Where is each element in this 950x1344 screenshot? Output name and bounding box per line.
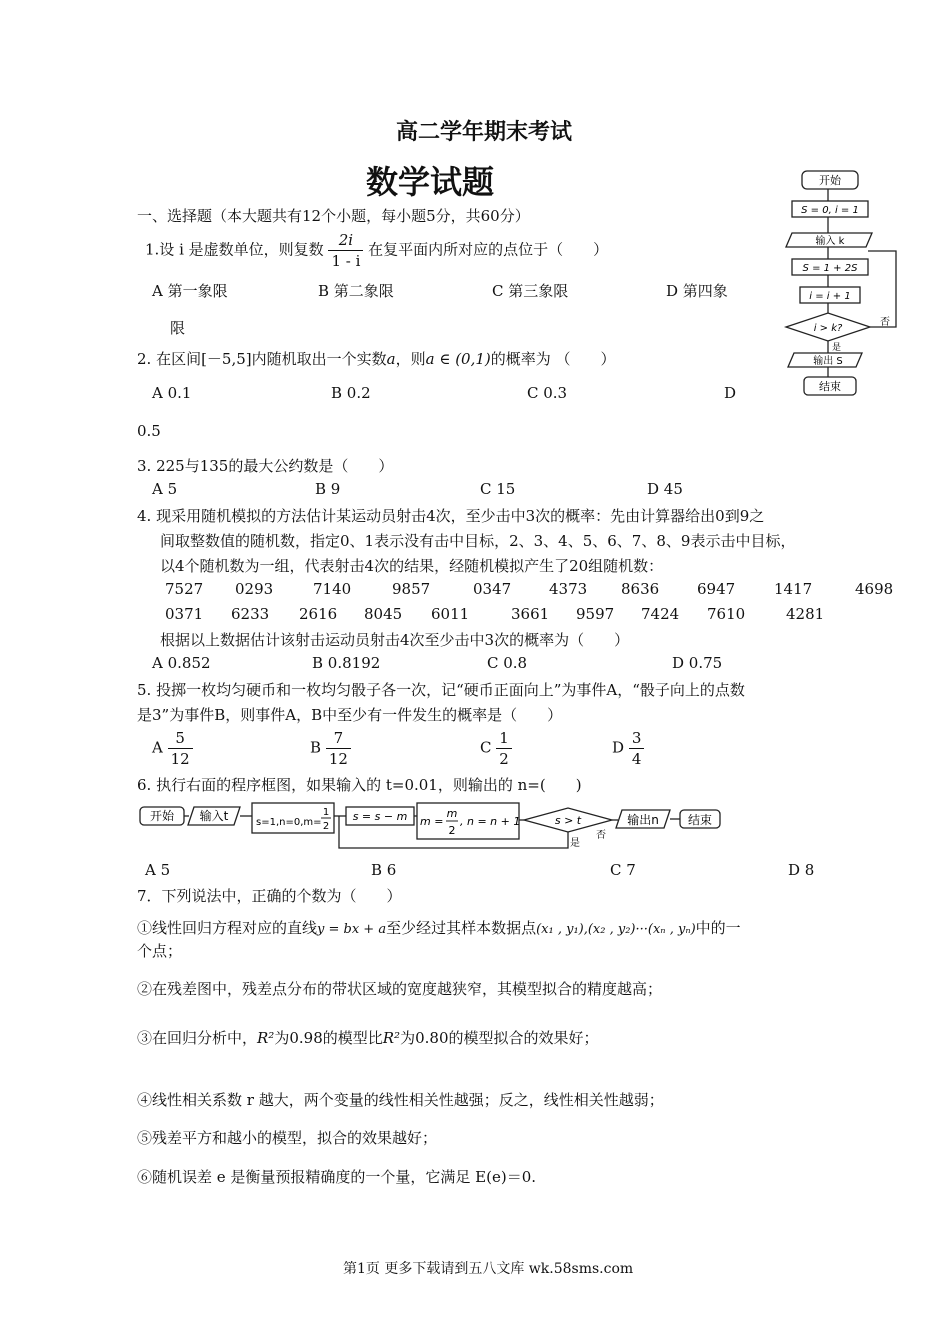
flow-end: 结束	[687, 813, 713, 827]
random-number: 8636	[621, 580, 660, 598]
q2-option-a: A 0.1	[152, 384, 192, 402]
question-7: 7．下列说法中，正确的个数为（ ）	[137, 887, 402, 905]
q7-statement-1-cont: 个点；	[137, 942, 183, 960]
random-number: 8045	[364, 605, 403, 623]
q1-option-d: D 第四象	[666, 282, 728, 300]
flow-m-update: m =	[420, 815, 444, 828]
random-number: 4373	[549, 580, 588, 598]
random-number: 7140	[313, 580, 352, 598]
q2-option-d-cont: 0.5	[137, 422, 161, 440]
q1-stem-b: 在复平面内所对应的点位于（ ）	[368, 240, 609, 259]
q7-statement-2: ②在残差图中，残差点分布的带状区域的宽度越狭窄，其模型拟合的精度越高；	[137, 980, 663, 998]
q1-option-d-cont: 限	[170, 319, 186, 337]
page-title: 高二学年期末考试	[396, 119, 573, 145]
rf-output: 输出 S	[813, 356, 843, 367]
question-3: 3. 225与135的最大公约数是（ ）	[137, 457, 394, 475]
q7-statement-3: ③在回归分析中，R²为0.98的模型比R²为0.80的模型拟合的效果好；	[137, 1029, 599, 1047]
rf-input: 输入 k	[815, 236, 845, 247]
random-number: 1417	[774, 580, 813, 598]
q3-option-b: B 9	[315, 480, 341, 498]
q1-option-c: C 第三象限	[492, 282, 569, 300]
q2-stem-b: ，则	[395, 350, 426, 368]
q5-option-d: D $\frac{3}{4}$	[612, 728, 644, 769]
rf-start: 开始	[819, 174, 841, 187]
q7-statement-5: ⑤残差平方和越小的模型，拟合的效果越好；	[137, 1129, 438, 1147]
flow-cond: s > t	[554, 814, 582, 827]
page-subtitle: 数学试题	[366, 163, 495, 201]
q2-option-b: B 0.2	[331, 384, 371, 402]
q1-fraction: $\frac{2i}{1 - i}$	[328, 230, 363, 271]
q4-option-a: A 0.852	[152, 654, 211, 672]
random-number: 4281	[786, 605, 825, 623]
flow-m-den: 2	[448, 824, 456, 837]
q4-line-2: 间取整数值的随机数，指定0、1表示没有击中目标，2、3、4、5、6、7、8、9表示击中目标，	[160, 532, 796, 550]
q5-option-c: C $\frac{1}{2}$	[480, 728, 512, 769]
question-2	[137, 348, 616, 369]
q4-option-b: B 0.8192	[312, 654, 381, 672]
rf-yes: 是	[832, 343, 842, 353]
flow-output: 输出n	[627, 813, 659, 827]
q5-option-b: B $\frac{7}{12}$	[310, 728, 351, 769]
q6-option-b: B 6	[371, 861, 397, 879]
q7-statement-6: ⑥随机误差 e 是衡量预报精确度的一个量，它满足 E(e)＝0.	[137, 1168, 537, 1186]
q1-stem-a: 1.设 i 是虚数单位，则复数	[145, 240, 324, 259]
page-footer: 第1页 更多下载请到五八文库 wk.58sms.com	[343, 1261, 634, 1277]
section-heading: 一、选择题（本大题共有12个小题，每小题5分，共60分）	[137, 207, 530, 225]
q5-line-2: 是3”为事件B，则事件A，B中至少有一件发生的概率是（ ）	[137, 706, 563, 724]
rf-cond: i > k?	[813, 323, 843, 334]
q2-cond: a ∈ (0,1)	[425, 350, 491, 368]
q7-statement-1: ①线性回归方程对应的直线y = bx + a至少经过其样本数据点(x₁ , y₁),(x₂ , y₂)···(xₙ , yₙ)中的一	[137, 919, 741, 937]
q4-line-3: 以4个随机数为一组，代表射击4次的结果，经随机模拟产生了20组随机数：	[160, 557, 664, 575]
rf-init: S = 0, i = 1	[801, 205, 859, 216]
q4-line-4: 根据以上数据估计该射击运动员射击4次至少击中3次的概率为（ ）	[160, 631, 630, 649]
q2-stem-a: 2. 在区间[－5,5]内随机取出一个实数	[137, 350, 387, 368]
random-number: 2616	[299, 605, 338, 623]
q3-option-a: A 5	[152, 480, 178, 498]
question-6: 6. 执行右面的程序框图，如果输入的 t=0.01，则输出的 n=( )	[137, 776, 582, 794]
rf-i: i = i + 1	[809, 291, 851, 302]
random-number: 0371	[165, 605, 204, 623]
random-number: 3661	[511, 605, 550, 623]
question-1	[145, 230, 608, 271]
q3-option-d: D 45	[647, 480, 683, 498]
q6-option-c: C 7	[610, 861, 636, 879]
q1-option-a: A 第一象限	[152, 282, 228, 300]
random-number: 6233	[231, 605, 270, 623]
flow-input: 输入t	[199, 809, 229, 823]
q5-option-a: A $\frac{5}{12}$	[152, 728, 193, 769]
q3-option-c: C 15	[480, 480, 516, 498]
q6-option-a: A 5	[145, 861, 171, 879]
random-number: 4698	[855, 580, 894, 598]
q1-option-b: B 第二象限	[318, 282, 394, 300]
q6-flowchart	[134, 798, 734, 854]
q7-statement-4: ④线性相关系数 r 越大，两个变量的线性相关性越强；反之，线性相关性越弱；	[137, 1091, 664, 1109]
q2-var: a	[386, 350, 396, 368]
q5-line-1: 5. 投掷一枚均匀硬币和一枚均匀骰子各一次，记“硬币正面向上”为事件A，“骰子向上的点数	[137, 681, 745, 699]
random-number: 7527	[165, 580, 204, 598]
q4-option-c: C 0.8	[487, 654, 528, 672]
rf-no: 否	[880, 317, 890, 328]
random-number: 0293	[235, 580, 274, 598]
q6-option-d: D 8	[788, 861, 815, 879]
flow-init: s=1,n=0,m=	[256, 817, 322, 828]
q4-line-1: 4. 现采用随机模拟的方法估计某运动员射击4次，至少击中3次的概率：先由计算器给出0到9之	[137, 507, 765, 525]
q2-option-d: D	[724, 384, 737, 402]
random-number: 9597	[576, 605, 615, 623]
q2-option-c: C 0.3	[527, 384, 568, 402]
random-number: 6011	[431, 605, 470, 623]
random-number: 7424	[641, 605, 680, 623]
flow-start: 开始	[149, 809, 175, 823]
random-number: 7610	[707, 605, 746, 623]
flow-n-update: , n = n + 1	[460, 815, 521, 828]
q2-stem-c: 的概率为 （ ）	[490, 350, 616, 368]
flow-s-update: s = s − m	[352, 810, 408, 823]
right-flowchart	[780, 165, 910, 405]
random-number: 0347	[473, 580, 512, 598]
rf-end: 结束	[819, 380, 841, 393]
random-number: 9857	[392, 580, 431, 598]
flow-yes: 是	[570, 838, 580, 849]
rf-s: S = 1 + 2S	[802, 263, 858, 274]
random-number: 6947	[697, 580, 736, 598]
flow-no: 否	[596, 830, 606, 841]
flow-init-num: 1	[322, 807, 330, 818]
flow-init-den: 2	[322, 821, 330, 832]
flow-m-num: m	[446, 807, 458, 820]
q4-option-d: D 0.75	[672, 654, 723, 672]
